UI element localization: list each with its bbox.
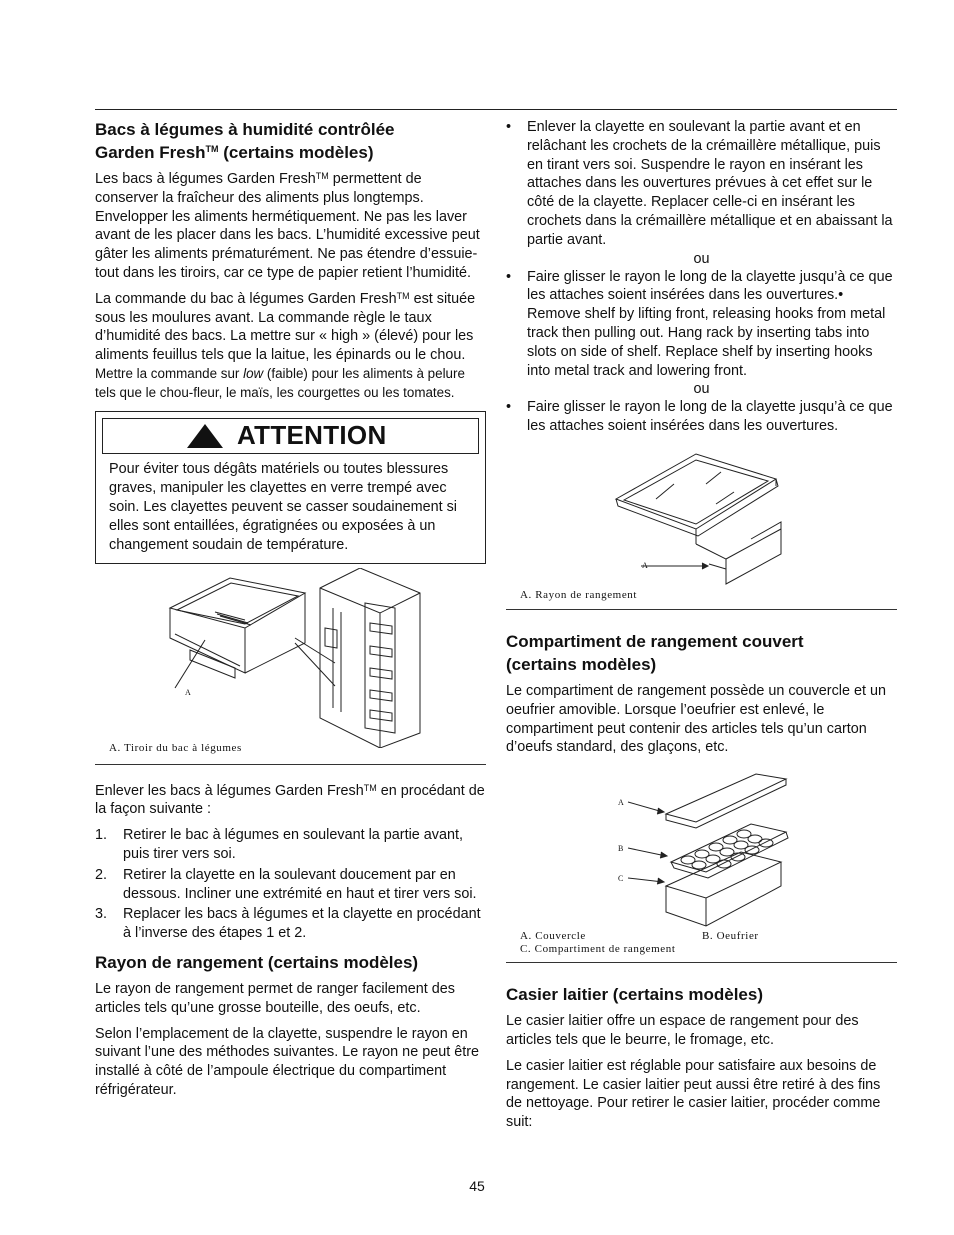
attention-title: ATTENTION: [237, 420, 387, 451]
crisper-p2-end: (faible) pour les aliments à pelure tels que le chou-fleur, le maïs, les courgettes ou les tomates.: [95, 365, 465, 400]
step-number: 3.: [95, 906, 108, 923]
fig2-caption: A. Rayon de rangement: [520, 588, 638, 601]
crisper-p1-start: Les bacs à légumes Garden Fresh: [95, 171, 316, 187]
crisper-heading-brand: Garden Fresh: [95, 143, 206, 162]
storage-rack-paragraph-1: Le rayon de rangement permet de ranger facilement des articles tels qu’une grosse bouteille, des oeufs, etc.: [95, 980, 455, 1016]
rack-methods-list: [506, 398, 897, 436]
crisper-p2-start: La commande du bac à légumes Garden Fresh: [95, 290, 397, 307]
bullet-text: Faire glisser le rayon le long de la clayette jusqu’à ce que les attaches soient insérées dans les ouvertures.: [527, 399, 893, 435]
dairy-bin-heading: Casier laitier (certains modèles): [506, 985, 764, 1005]
step-item: [95, 905, 486, 943]
removal-intro-end: en procédant de la façon suivante :: [95, 782, 485, 818]
fig1-label-a: A: [185, 687, 191, 697]
left-column: [95, 118, 486, 1107]
dairy-bin-paragraph-2: Le casier laitier est réglable pour satisfaire aux besoins de rangement. Le casier laitier peut aussi être retiré à des fins de nettoyage. Pour retirer le casier laitier, procéder comme suit:: [506, 1057, 881, 1131]
crisper-p2-small: [95, 366, 465, 400]
crisper-p1-rest: permettent de conserver la fraîcheur des aliments plus longtemps. Envelopper les aliments hermétiquement. Ne pas les laver avant de les placer dans les bacs. L’humidité excessive peut gâter les aliments prématurément. Ne pas étendre d’essuie-tout dans les tiroirs, car ce type de papier retient l’humidité.: [95, 171, 480, 281]
step-text: Replacer les bacs à légumes et la clayette en procédant à l’inverse des étapes 1 et 2.: [123, 906, 481, 942]
warning-triangle-icon: [185, 422, 225, 450]
tm-mark: TM: [396, 290, 410, 301]
bullet-item: [506, 268, 897, 381]
rack-methods-list: [506, 268, 897, 381]
crisper-figure: [95, 564, 486, 765]
bullet-item: [506, 118, 897, 250]
tm-mark: TM: [315, 171, 329, 181]
bullet-text: Enlever la clayette en soulevant la partie avant et en relâchant les crochets de la crémaillère métallique, puis en tirant vers soi. Suspendre le rayon en insérant les attaches dans les ouvertures prévues à cet effet sur le côté de la clayette. Replacer celle-ci en insérant les crochets dans la crémaillère métallique et en abaissant la partie avant.: [527, 119, 893, 248]
crisper-drawer-illustration: [95, 568, 486, 748]
attention-text: Pour éviter tous dégâts matériels ou toutes blessures graves, manipuler les clayettes en verre trempé avec soin. Les clayettes peuvent se casser soudainement si elles sont entaillées, égratignées ou exposées à un changement soudain de température.: [109, 460, 457, 553]
step-item: [95, 826, 486, 864]
right-column: [506, 118, 897, 1139]
tm-mark: TM: [363, 782, 377, 793]
dairy-bin-paragraph-1: Le casier laitier offre un espace de rangement pour des articles tels que le beurre, le fromage, etc.: [506, 1013, 859, 1048]
step-number: 2.: [95, 866, 108, 883]
low-setting: low: [243, 365, 264, 381]
bullet: •: [506, 119, 512, 135]
fig3-label-b: B: [618, 844, 624, 854]
or-separator: ou: [693, 381, 710, 398]
crisper-paragraph-2: [95, 290, 486, 403]
fig3-label-a: A: [618, 798, 624, 808]
covered-storage-heading-line1: Compartiment de rangement couvert: [506, 631, 804, 651]
crisper-heading-suffix: (certains modèles): [218, 143, 374, 162]
removal-intro: [95, 782, 486, 820]
rack-methods-list: [506, 118, 897, 250]
fig3-caption-c: C. Compartiment de rangement: [520, 943, 676, 956]
covered-storage-illustration: [506, 764, 897, 939]
bullet: •: [506, 268, 512, 285]
crisper-paragraph-1: [95, 170, 486, 283]
covered-storage-figure: [506, 764, 897, 963]
fig2-label-a: A: [642, 560, 648, 570]
storage-rack-heading: Rayon de rangement (certains modèles): [95, 952, 419, 972]
crisper-p2-setting: Mettre la commande sur: [95, 365, 244, 381]
covered-storage-heading: [506, 630, 897, 676]
step-text: Retirer la clayette en la soulevant doucement par en dessous. Incliner une extrémité en haut et tirer vers soi.: [123, 866, 477, 902]
fig1-caption: A. Tiroir du bac à légumes: [109, 741, 242, 754]
page-number: 45: [469, 1178, 485, 1194]
or-separator: ou: [693, 250, 710, 267]
storage-rack-illustration: [506, 444, 897, 589]
bullet-text: Faire glisser le rayon le long de la clayette jusqu’à ce que les attaches soient insérées dans les ouvertures.• Remove shelf by lifting front, releasing hooks from metal track then pulling out. Hang rack by inserting tabs into slots on side of shelf. Replace shelf by inserting hooks into metal track and lowering front.: [527, 268, 893, 379]
storage-rack-paragraph-2: Selon l’emplacement de la clayette, suspendre le rayon en suivant l’une des méthodes suivantes. Le rayon ne peut être installé à côté de l’ampoule électrique du compartiment réfrigérateur.: [95, 1025, 479, 1098]
attention-header: [102, 418, 479, 454]
step-text: Retirer le bac à légumes en soulevant la partie avant, puis tirer vers soi.: [123, 827, 463, 862]
top-rule: [95, 109, 897, 110]
attention-box: [95, 411, 486, 564]
crisper-heading: [95, 118, 486, 164]
removal-steps: [95, 826, 486, 943]
covered-storage-paragraph: Le compartiment de rangement possède un couvercle et un oeufrier amovible. Lorsque l’oeufrier est enlevé, le compartiment peut contenir des articles tels qu’un carton d’oeufs standard, des glaçons, etc.: [506, 682, 886, 756]
fig3-caption-a: A. Couvercle: [520, 930, 586, 943]
bullet-item: [506, 398, 897, 436]
removal-intro-start: Enlever les bacs à légumes Garden Fresh: [95, 782, 364, 799]
fig3-caption-b: B. Oeufrier: [702, 930, 759, 943]
fig3-label-c: C: [618, 874, 624, 884]
bullet: •: [506, 399, 512, 416]
crisper-p2-mid: est située sous les moulures avant. La commande règle le taux d’humidité des bacs. La mettre sur « high » (élevé) pour les aliments feuillus tels que la laitue, les épinards ou le chou.: [95, 290, 476, 364]
storage-rack-figure: [506, 444, 897, 610]
crisper-heading-line1: Bacs à légumes à humidité contrôlée: [95, 120, 395, 139]
step-item: [95, 866, 486, 904]
covered-storage-heading-line2: (certains modèles): [506, 654, 657, 674]
step-number: 1.: [95, 827, 108, 844]
tm-mark: TM: [205, 144, 219, 154]
